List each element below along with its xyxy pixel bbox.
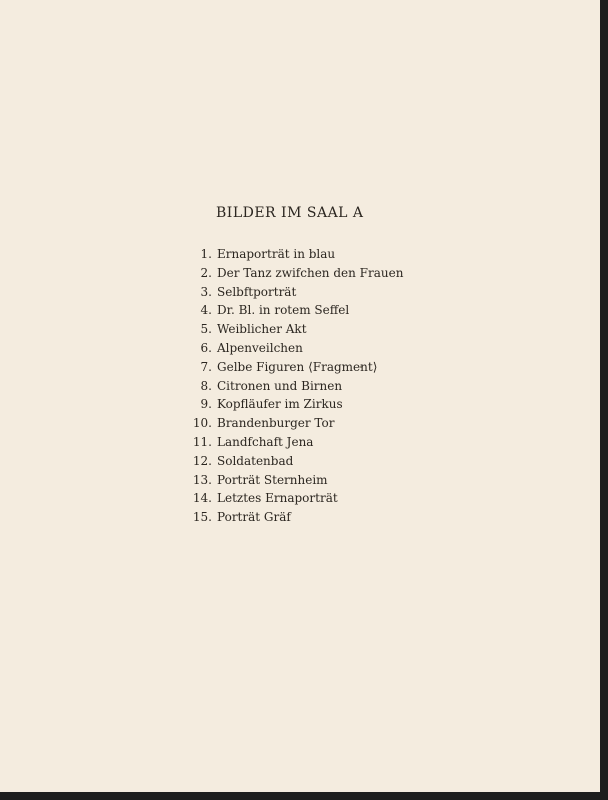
list-item <box>186 395 403 414</box>
list-item <box>186 414 403 433</box>
item-title: Kopfläufer im Zirkus <box>217 397 343 412</box>
item-number: 1. <box>200 247 212 261</box>
item-number: 7. <box>200 359 212 374</box>
list-item <box>186 283 403 302</box>
item-number: 11. <box>192 434 212 449</box>
scan-edge-right <box>600 0 608 800</box>
list-item <box>186 245 403 264</box>
item-number: 13. <box>192 472 212 487</box>
list-item <box>186 452 403 471</box>
item-title: Landfchaft Jena <box>217 434 314 449</box>
item-number: 14. <box>192 491 212 506</box>
item-number: 3. <box>200 284 212 299</box>
item-title: Citronen und Birnen <box>217 378 343 393</box>
list-item <box>186 339 403 358</box>
list-item <box>186 489 403 508</box>
item-title: Gelbe Figuren ⟨Fragment⟩ <box>217 359 378 374</box>
item-title: Selbftporträt <box>217 284 297 299</box>
list-item <box>186 320 403 339</box>
item-number: 12. <box>192 453 212 468</box>
item-title: Dr. Bl. in rotem Seffel <box>217 303 350 318</box>
scan-edge-bottom <box>0 792 608 800</box>
list-item <box>186 508 403 527</box>
item-number: 10. <box>192 416 212 431</box>
item-title: Weiblicher Akt <box>217 322 307 337</box>
item-title: Alpenveilchen <box>217 340 303 355</box>
list-item <box>186 358 403 377</box>
item-title: Porträt Sternheim <box>217 472 328 487</box>
item-number: 2. <box>200 265 212 280</box>
item-number: 8. <box>200 378 212 393</box>
item-number: 9. <box>200 397 212 412</box>
item-title: Soldatenbad <box>217 453 294 468</box>
list-item <box>186 471 403 490</box>
page-title: BILDER IM SAAL A <box>216 205 364 221</box>
painting-list <box>186 245 403 527</box>
item-title: Der Tanz zwifchen den Frauen <box>217 265 404 280</box>
item-number: 6. <box>200 340 212 355</box>
list-item <box>186 433 403 452</box>
item-title: Ernaporträt in blau <box>217 247 336 261</box>
item-number: 15. <box>192 510 212 525</box>
item-number: 5. <box>200 322 212 337</box>
list-item <box>186 264 403 283</box>
item-title: Porträt Gräf <box>217 510 291 525</box>
item-title: Brandenburger Tor <box>217 416 335 431</box>
list-item <box>186 301 403 320</box>
item-title: Letztes Ernaporträt <box>217 491 338 506</box>
list-item <box>186 377 403 396</box>
item-number: 4. <box>200 303 212 318</box>
